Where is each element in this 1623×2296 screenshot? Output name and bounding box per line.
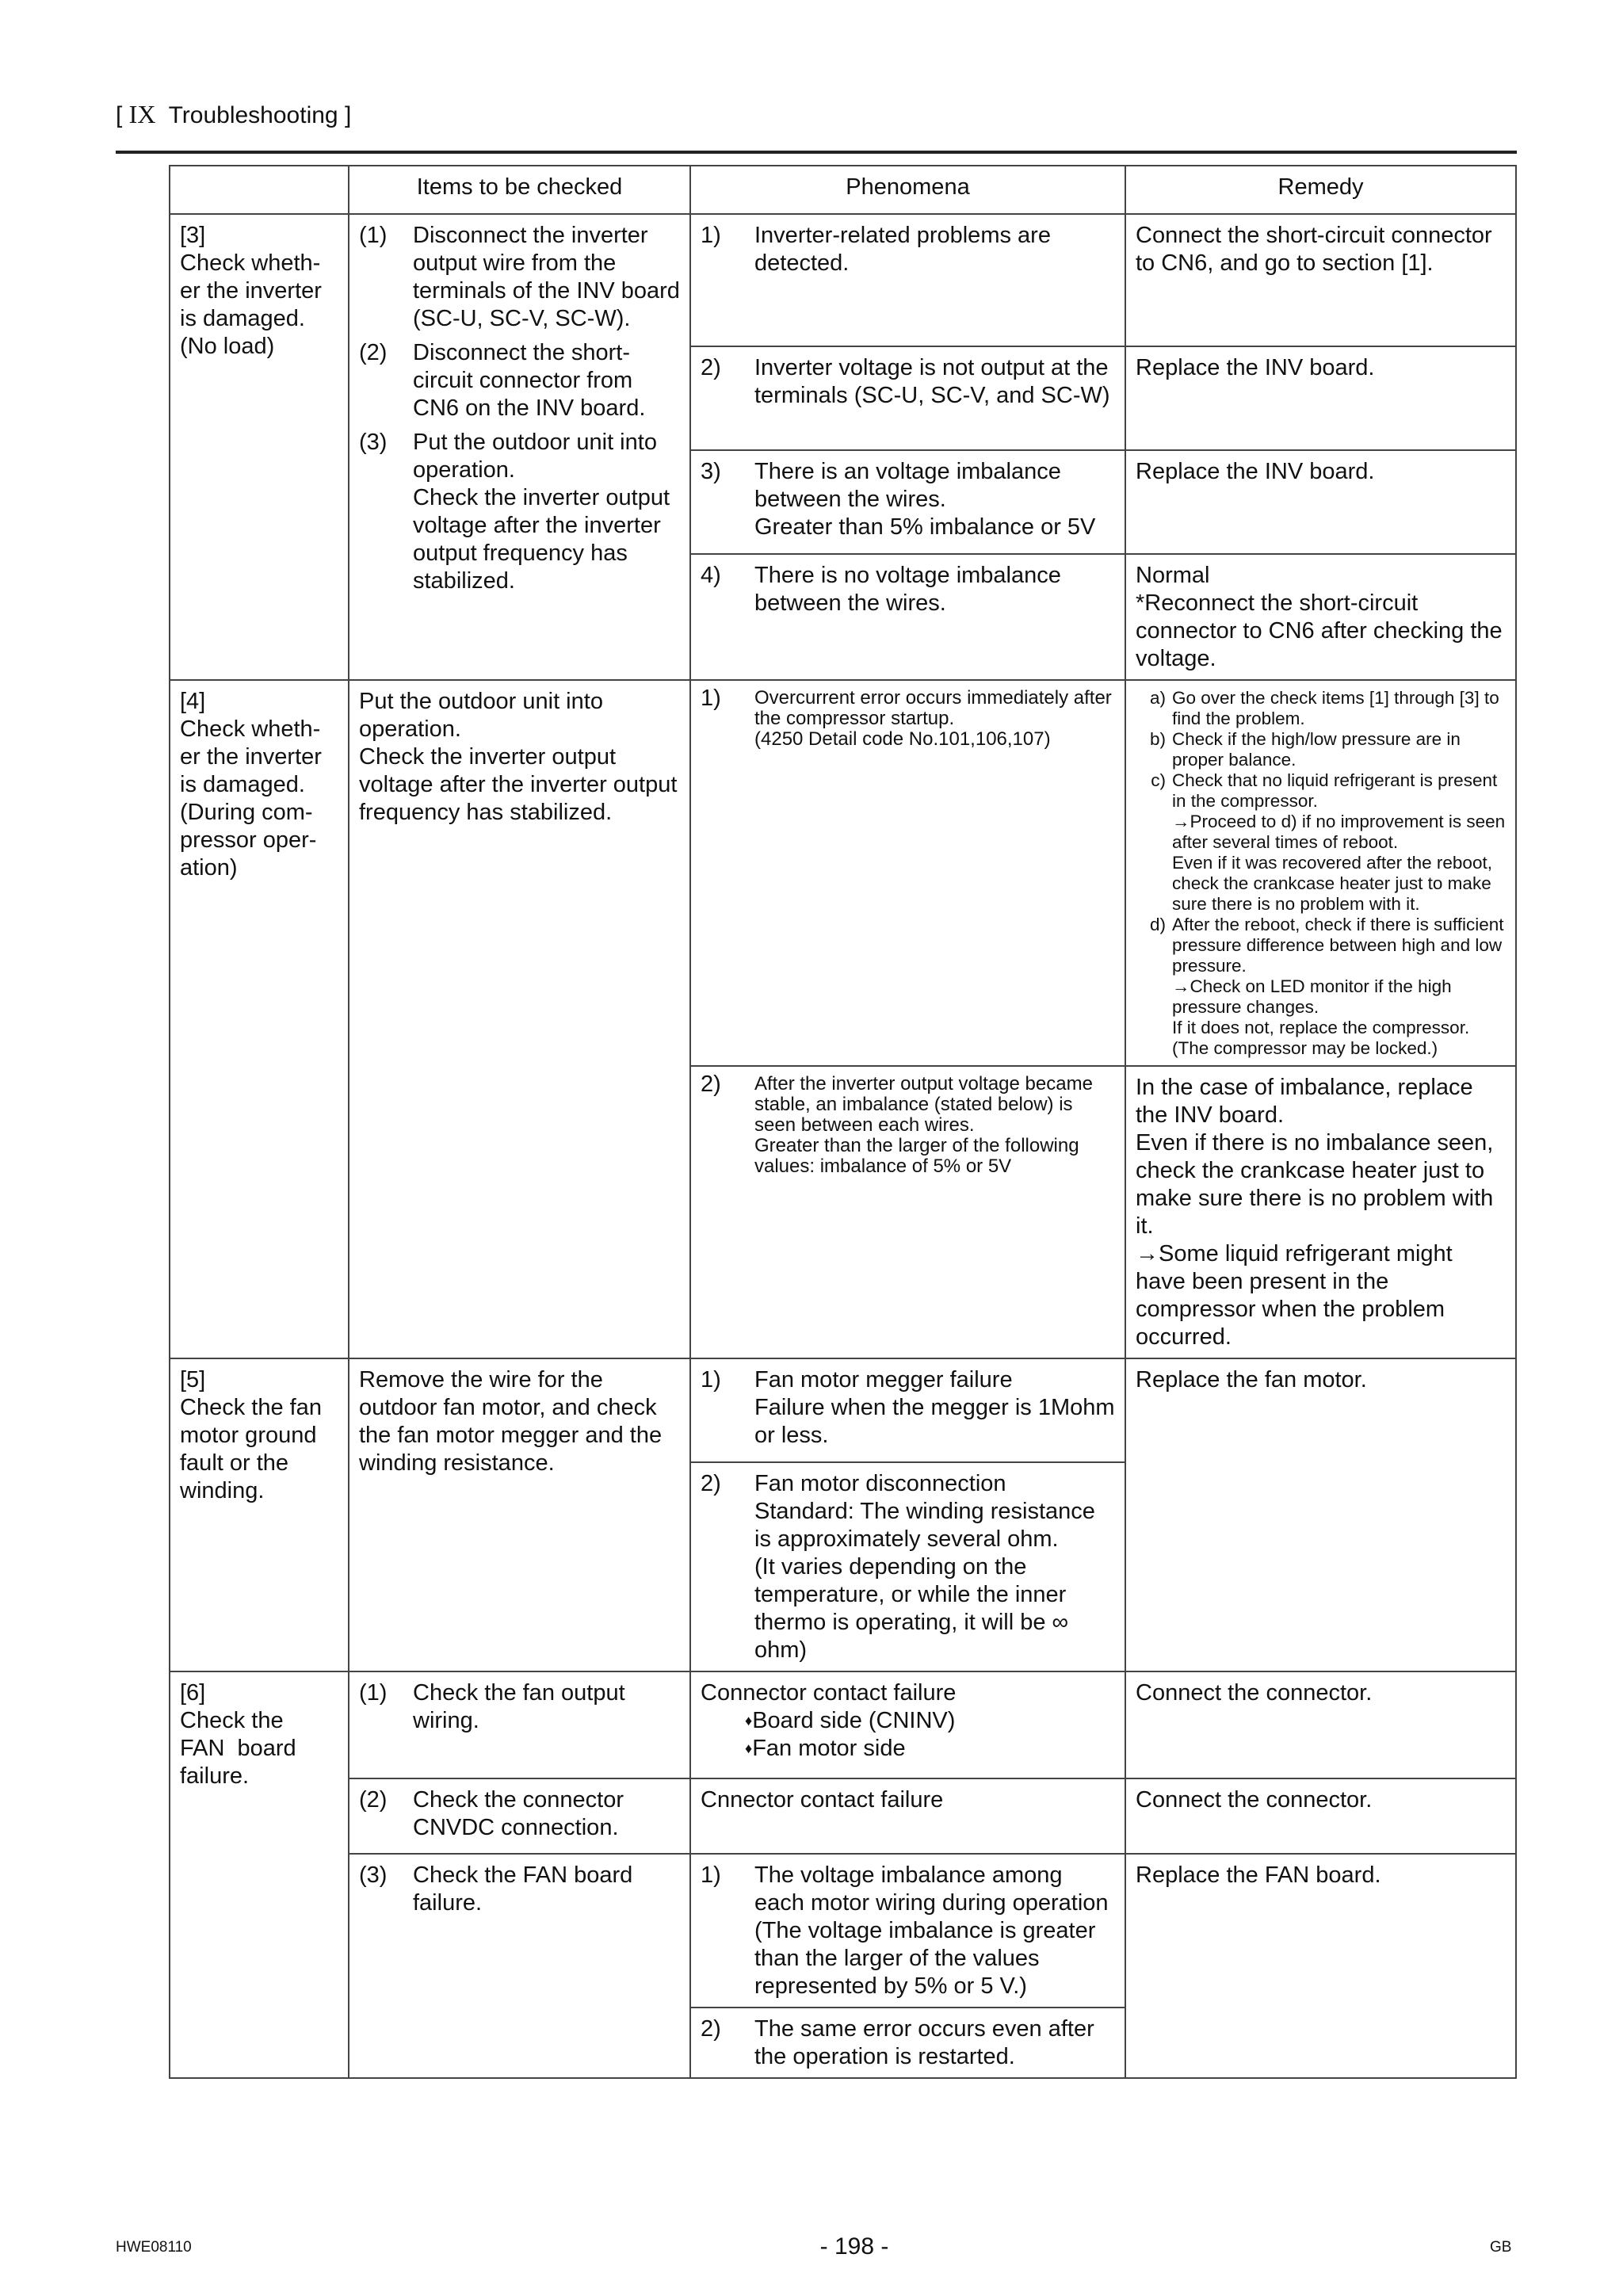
chapter-number: IX [128,100,156,128]
header-rule [116,151,1517,154]
page-header: [ IX Troubleshooting ] [116,100,352,128]
diamond-bullet-icon: ♦ [745,1713,753,1729]
check-cell-4 [170,680,349,1358]
check-line: fault or the [180,1450,289,1476]
check-line: er the inverter [180,744,322,770]
troubleshooting-table [169,165,1517,2079]
item-number: (2) [359,340,388,365]
bullet-item [701,1707,1115,1735]
item-number: 2) [701,1072,721,1097]
list-item [359,1862,680,1917]
table-row [170,680,1516,1066]
list-item [701,1366,1115,1450]
step-note: →Proceed to d) if no improvement is seen after several times of reboot. Even if it was recovered after the reboot, check the crankcase heater just to make sure there is no problem with it. [1172,812,1506,914]
item-text: Overcurrent error occurs immediately after the compressor startup. (4250 Detail code No.101,106,107) [754,687,1112,750]
col-remedy-header: Remedy [1125,166,1516,214]
phenomena-cell [690,554,1125,680]
remedy-cell: Replace the INV board. [1125,450,1516,554]
diamond-bullet-icon: ♦ [745,1740,753,1756]
step-letter: a) [1149,688,1166,708]
item-number: 2) [701,1471,721,1496]
table-row [170,1358,1516,1462]
items-cell [349,1854,690,2078]
items-cell [349,1671,690,1778]
col-items-header: Items to be checked [349,166,690,214]
check-line: [5] [180,1367,206,1392]
item-number: (1) [359,1680,388,1706]
remedy-step [1136,915,1506,976]
item-text: There is no voltage imbalance between the wires. [754,563,1061,616]
items-cell-3 [349,214,690,680]
check-line: Check wheth- [180,716,321,742]
item-text: The voltage imbalance among each motor wiring during operation (The voltage imbalance is greater than the larger of the values represented by 5% or 5 V.) [754,1862,1109,1999]
page-number: - 198 - [819,2233,889,2260]
check-line: Check the fan [180,1395,322,1420]
table-header-row [170,166,1516,214]
list-item [359,222,680,333]
step-note: →Check on LED monitor if the high pressure changes. If it does not, replace the compressor. (The compressor may be locked.) [1172,976,1470,1058]
list-item [701,458,1115,541]
check-line: Check the [180,1708,284,1733]
remedy-cell: Replace the fan motor. [1125,1358,1516,1671]
language-code: GB [1490,2239,1512,2256]
document-code: HWE08110 [116,2239,192,2256]
item-number: (2) [359,1787,388,1813]
check-line: winding. [180,1478,265,1503]
list-item [701,562,1115,617]
list-item [359,1679,680,1735]
check-line: er the inverter [180,278,322,304]
step-text: After the reboot, check if there is sufficient pressure difference between high and low pressure. [1172,915,1504,976]
list-item [359,339,680,422]
check-line: failure. [180,1763,250,1789]
item-number: 1) [701,1367,721,1392]
item-text: Inverter-related problems are detected. [754,223,1051,276]
phenomena-cell [690,1066,1125,1358]
check-line: [6] [180,1680,206,1706]
item-text: Check the FAN board failure. [413,1862,633,1916]
phenomena-cell [690,680,1125,1066]
step-letter: b) [1149,729,1166,749]
phenomena-title: Connector contact failure [701,1680,957,1706]
check-line: is damaged. [180,772,305,797]
phenomena-cell [690,214,1125,346]
bullet-text: Board side (CNINV) [752,1708,956,1733]
check-line: [4] [180,689,206,714]
bullet-item [701,1735,1115,1763]
remedy-cell: Replace the INV board. [1125,346,1516,450]
item-number: (1) [359,223,388,248]
item-text: The same error occurs even after the operation is restarted. [754,2016,1094,2069]
item-text: Fan motor disconnection Standard: The winding resistance is approximately several ohm. (It varies depending on the temperature, or while the inner thermo is operating, it will be ∞ ohm) [754,1471,1095,1663]
item-number: 1) [701,223,721,248]
step-letter: c) [1151,770,1166,790]
item-text: Disconnect the short-circuit connector from CN6 on the INV board. [413,340,646,421]
item-text: After the inverter output voltage became stable, an imbalance (stated below) is seen between each wires. Greater than the larger of the following values: imbalance of 5% or 5V [754,1073,1093,1177]
phenomena-cell [690,2008,1125,2078]
items-cell [349,1778,690,1854]
remedy-cell: Connect the connector. [1125,1671,1516,1778]
table-row [170,1778,1516,1854]
remedy-cell: Connect the connector. [1125,1778,1516,1854]
check-line: (During com- [180,800,313,825]
item-text: Check the connector CNVDC connection. [413,1787,624,1840]
remedy-cell: Connect the short-circuit connector to CN6, and go to section [1]. [1125,214,1516,346]
item-number: 2) [701,2016,721,2042]
table-row [170,1671,1516,1778]
item-number: 1) [701,1862,721,1888]
item-number: 2) [701,355,721,380]
list-item [701,222,1115,277]
list-item [701,1862,1115,2000]
list-item [359,1786,680,1842]
remedy-step [1136,688,1506,729]
list-item [701,2015,1115,2071]
header-blank-cell [170,166,349,214]
table-row [170,1854,1516,2008]
list-item [359,429,680,595]
item-text: Fan motor megger failure Failure when the megger is 1Mohm or less. [754,1367,1115,1448]
step-text: Check if the high/low pressure are in proper balance. [1172,729,1461,770]
item-text: Check the fan output wiring. [413,1680,625,1733]
item-number: 4) [701,563,721,588]
step-text: Go over the check items [1] through [3] to find the problem. [1172,688,1499,728]
check-line: motor ground [180,1423,317,1448]
item-text: Put the outdoor unit into operation. Check the inverter output voltage after the inverter output frequency has stabilized. [413,430,670,594]
check-cell-5 [170,1358,349,1671]
phenomena-cell [690,450,1125,554]
chapter-title: Troubleshooting [168,102,338,128]
phenomena-cell [690,1854,1125,2008]
phenomena-cell [690,1671,1125,1778]
check-cell-6 [170,1671,349,2078]
check-line: (No load) [180,334,275,359]
item-text: Disconnect the inverter output wire from the terminals of the INV board (SC-U, SC-V, SC-W). [413,223,680,331]
item-text: Inverter voltage is not output at the terminals (SC-U, SC-V, and SC-W) [754,355,1110,408]
item-number: (3) [359,1862,388,1888]
check-line: pressor oper- [180,827,317,853]
check-line: is damaged. [180,306,305,331]
list-item [701,354,1115,410]
items-cell-5: Remove the wire for the outdoor fan motor, and check the fan motor megger and the winding resistance. [349,1358,690,1671]
table-row [170,214,1516,346]
remedy-cell [1125,680,1516,1066]
phenomena-cell [690,1462,1125,1671]
items-cell-4: Put the outdoor unit into operation. Check the inverter output voltage after the inverter output frequency has stabilized. [349,680,690,1358]
check-line: ation) [180,855,238,881]
item-number: 3) [701,459,721,484]
phenomena-cell [690,346,1125,450]
check-line: [3] [180,223,206,248]
item-number: (3) [359,430,388,455]
step-text: Check that no liquid refrigerant is present in the compressor. [1172,770,1498,811]
list-item [701,1074,1115,1177]
check-line: Check wheth- [180,250,321,276]
check-cell-3 [170,214,349,680]
phenomena-cell [690,1358,1125,1462]
phenomena-cell: Cnnector contact failure [690,1778,1125,1854]
bullet-text: Fan motor side [752,1736,906,1761]
list-item [701,688,1115,750]
list-item [701,1470,1115,1664]
item-number: 1) [701,686,721,711]
remedy-cell: Replace the FAN board. [1125,1854,1516,2078]
step-letter: d) [1149,915,1166,934]
check-line: FAN board [180,1736,296,1761]
remedy-step [1136,729,1506,770]
remedy-cell: In the case of imbalance, replace the INV board. Even if there is no imbalance seen, check the crankcase heater just to make sure there is no problem with it. →Some liquid refrigerant might have been present in the compressor when the problem occurred. [1125,1066,1516,1358]
col-phenomena-header: Phenomena [690,166,1125,214]
remedy-cell: Normal *Reconnect the short-circuit connector to CN6 after checking the voltage. [1125,554,1516,680]
remedy-step [1136,770,1506,812]
item-text: There is an voltage imbalance between the wires. Greater than 5% imbalance or 5V [754,459,1096,540]
